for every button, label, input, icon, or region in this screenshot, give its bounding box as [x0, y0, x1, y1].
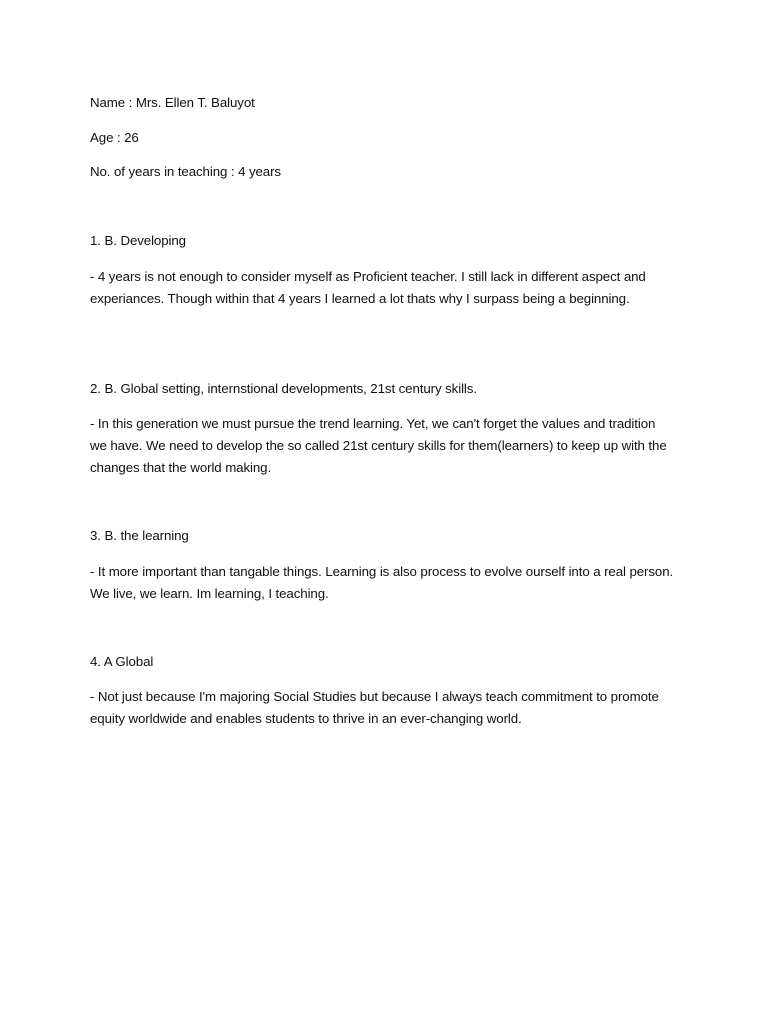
years-in-teaching: No. of years in teaching : 4 years — [90, 164, 281, 179]
answer-3-heading: 3. B. the learning — [90, 528, 189, 543]
answer-4-text: - Not just because I'm majoring Social Studies but because I always teach commitment to promote equity worldwide and enables students to thrive in an ever-changing world. — [90, 689, 659, 726]
answer-4-heading: 4. A Global — [90, 654, 154, 669]
answer-3-text: - It more important than tangable things. Learning is also process to evolve ourself into a real person. We live, we learn. Im learning, I teaching. — [90, 564, 674, 601]
teacher-name: Name : Mrs. Ellen T. Baluyot — [90, 95, 255, 110]
answer-1-heading: 1. B. Developing — [90, 233, 186, 248]
answer-1-text: - 4 years is not enough to consider myself as Proficient teacher. I still lack in different aspect and experiances. Though within that 4 years I learned a lot thats why I surpass being a beginning. — [90, 269, 646, 306]
teacher-age: Age : 26 — [90, 130, 139, 145]
answer-2-heading: 2. B. Global setting, internstional developments, 21st century skills. — [90, 381, 477, 396]
answer-2-text: - In this generation we must pursue the trend learning. Yet, we can't forget the values and tradition we have. We need to develop the so called 21st century skills for them(learners) to keep up with the changes that the world making. — [90, 416, 667, 475]
